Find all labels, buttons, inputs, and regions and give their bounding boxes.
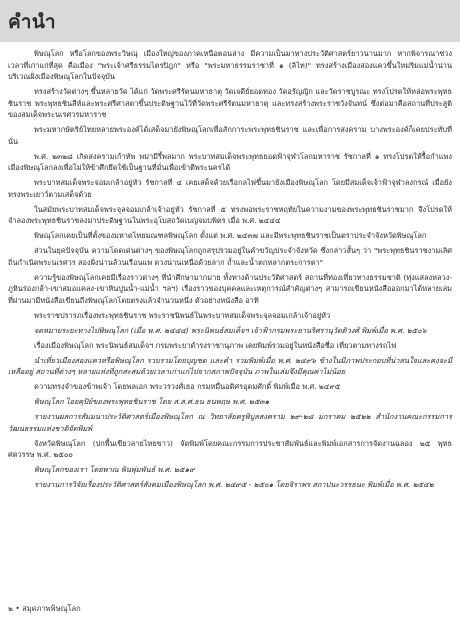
book-reference: รายงานผลการสัมมนาประวัติศาสตร์เมืองพิษณุโลก ณ วิทยาลัยครูพิบูลสงคราม ๒๙-๒๘ มกราคม ๒๕๒๒ สำนักงานคณะกรรมการวัฒนธรรมแห่งชาติจัดพิมพ์ [8,412,452,433]
article-body [8,48,452,494]
book-reference: พระราชปรารภเรื่องพระพุทธชินราช พระราชนิพนธ์ในพระบาทสมเด็จพระจุลจอมเกล้าเจ้าอยู่หัว [34,310,331,320]
paragraph: ในสมัยพระบาทสมเด็จพระจุลจอมเกล้าเจ้าอยู่หัว รัชกาลที่ ๕ ทรงพอพระราชหฤทัยในความงามของพระพุทธชินราชมาก จึงโปรดให้จำลองพระพุทธชินราชลงมาประดิษฐานในพระอุโบสถวัดเบญจมบพิตร เมื่อ พ.ศ. ๒๔๔๔ [8,204,452,225]
book-reference: นำเที่ยวเมืองสองแควหรือพิษณุโลก รวบรวมโดยบุญชด และคำ รวมพิมพ์เมื่อ พ.ศ. ๒๔๙๖ ข้างในมีภาพประกอบที่น่าสนใจและคงจะมีเหลืออยู่ สถานที่ต่างๆ หลายแห่งที่ถูกสะสมด้วยเวลาเก่าแก่ไปจากสภาพปัจจุบัน ภาพในเล่มจึงมีคุณค่าไม่น้อย [8,355,452,376]
book-reference: เรื่องเมืองพิษณุโลก พระนิพนธ์สมเด็จฯ กรมพระยาดำรงราชานุภาพ เคยพิมพ์รวมอยู่ในหนังสือชื่อ เที่ยวตามทางรถไฟ [34,340,397,350]
page-header [0,0,460,42]
paragraph: ความรู้ของพิษณุโลกเคยมีเรื่องราวต่างๆ ที่นำศึกษามากมาย ทั้งทางด้านประวัติศาสตร์ สถานที่ท่องเที่ยวทางธรรมชาติ (ทุ่งแสลงหลวง-ภูหินร่องกล้า-เขาสมอแคลง-เขาหินปูนน้ำ-แม่น้ำ ฯลฯ) เรื่องราวของบุคคลและเหตุการณ์สำคัญต่างๆ สามารถเขียนหนังสือออกมาได้หลายเล่ม ที่ผ่านมามีหนังสือเขียนถึงพิษณุโลกโดยตรงแล้วจำนวนหนึ่ง ตัวอย่างหนังสือ อาทิ [8,272,452,305]
paragraph: พิษณุโลกเคยเป็นที่ตั้งของมหาดไทยมณฑลพิษณุโลก ตั้งแต่ พ.ศ. ๒๔๓๗ และมีพระพุทธชินราชเป็นตราประจำจังหวัดพิษณุโลก [34,231,427,240]
book-reference: พิษณุโลกของเรา โดยพาณ พินพุ่มพันธ์ พ.ศ. ๒๕๑๙ [34,465,195,474]
page-footer: ๒ • สมุดภาพพิษณุโลก [8,604,81,613]
paragraph: พระบาทสมเด็จพระจอมเกล้าอยู่หัว รัชกาลที่ ๔ เคยเสด็จด้วยเรือกลไฟขึ้นมายังเมืองพิษณุโลก โดยมีสมเด็จเจ้าฟ้าจุฬาลงกรณ์ เมื่อยังทรงพระเยาว์ตามเสด็จด้วย [8,178,452,199]
book-reference: จดหมายระยะทางไปพิษณุโลก (เมื่อ พ.ศ. ๒๔๔๔) พระนิพนธ์สมเด็จฯ เจ้าฟ้ากรมพระยานริศรานุวัดติวงศ์ พิมพ์เมื่อ พ.ศ. ๒๕๐๖ [34,325,427,335]
paragraph: ส่วนในยุคปัจจุบัน ความโดดเด่นต่างๆ ของพิษณุโลกถูกสรุปรวมอยู่ในคำขวัญประจำจังหวัด ซึ่งกล่าวสั้นๆ ว่า "พระพุทธชินราชงามเลิศ ถิ่นกำเนิดพระนเรศวร สองฝั่งน่านล้วนเรือนแพ ดวงน่านเหนือด้วยลาก ถ้ำและน้ำตกหลากตระการตา" [8,246,452,267]
paragraph: พ.ศ. ๒๓๒๘ เกิดสงครามเก้าทัพ พม่ามีรี้พลมาก พระบาทสมเด็จพระพุทธยอดฟ้าจุฬาโลกมหาราช รัชกาลที่ ๑ ทรงโปรดให้รื้อกำแพงเมืองพิษณุโลกลงเพื่อไม่ให้ข้าศึกยึดใช้เป็นฐานที่มั่นเพื่อเข้าตีพระนครได้ [8,151,452,172]
paragraph: พระมหากษัตริย์ไทยหลายพระองค์ได้เสด็จมายังพิษณุโลกเพื่อสักการะพระพุทธชินราช และเพื่อการสงคราม บางพระองค์ก็เคยประทับที่นั่น [8,125,452,146]
book-reference: พิษณุโลก ไอยคุปิย์ของพระพุทธชินราช โดย ส.ส.ศ.ธน ธนพฤษ พ.ศ. ๒๕๓๑ [34,397,270,406]
paragraph: ทรงสร้างวัดต่างๆ ขึ้นหลายวัด ได้แก่ วัดพระศรีรัตนมหาธาตุ วัดเจดีย์ยอดทอง วัดอรัญญิก และวัดราชบูรณะ ทรงโปรดให้หล่อพระพุทธชินราช พระพุทธชินสีห์และพระศรีศาสดาขึ้นประดิษฐานไว้ที่วัดพระศรีรัตนมหาธาตุ และทรงสร้างพระราชวังจันทน์ ซึ่งต่อมาคือสถานที่ประสูติของสมเด็จพระนเรศวรมหาราช [8,87,452,119]
book-reference: จังหวัดพิษณุโลก (ปกพื้นเขียวลายไทยขาว) จัดพิมพ์โดยคณะกรรมการประชาสัมพันธ์และพิมพ์เอกสารการจัดงานฉลอง ๒๕ พุทธศตวรรษ พ.ศ. ๒๕๐๐ [8,438,452,459]
page-title: คำนำ [8,11,57,33]
book-reference: รายงานการวิจัยเรื่องประวัติศาสตร์สังคมเมืองพิษณุโลก พ.ศ. ๒๔๙๕ - ๒๕๐๑ โดยจิราพร สถาปนะวรรธนะ พิมพ์เมื่อ พ.ศ. ๒๕๔๒ [34,480,434,489]
book-reference: ความทรงจำของข้าพเจ้า โดยพลเอก พระวรวงศ์เธอ กรมหมื่นอดิศรอุดมศักดิ์ พิมพ์เมื่อ พ.ศ. ๒๔๙๕ [34,382,341,391]
paragraph: พิษณุโลก หรือโลกของพระวิษณุ เมืองใหญ่ของภาคเหนือตอนล่าง มีความเป็นมาทางประวัติศาสตร์ยาวนานมาก หากพิจารณาช่วงเวลาที่เก่าแก่ที่สุด คือเมือง "พระเจ้าศรีธรรมไตรปิฎก" หรือ "พระมหาธรรมราชาที่ ๑ (ลิไท)" ทรงสร้างเมืองสองแควขึ้นใหม่ริมแม่น้ำน่าน บริเวณฝั่งเมืองพิษณุโลกในปัจจุบัน [8,49,452,81]
